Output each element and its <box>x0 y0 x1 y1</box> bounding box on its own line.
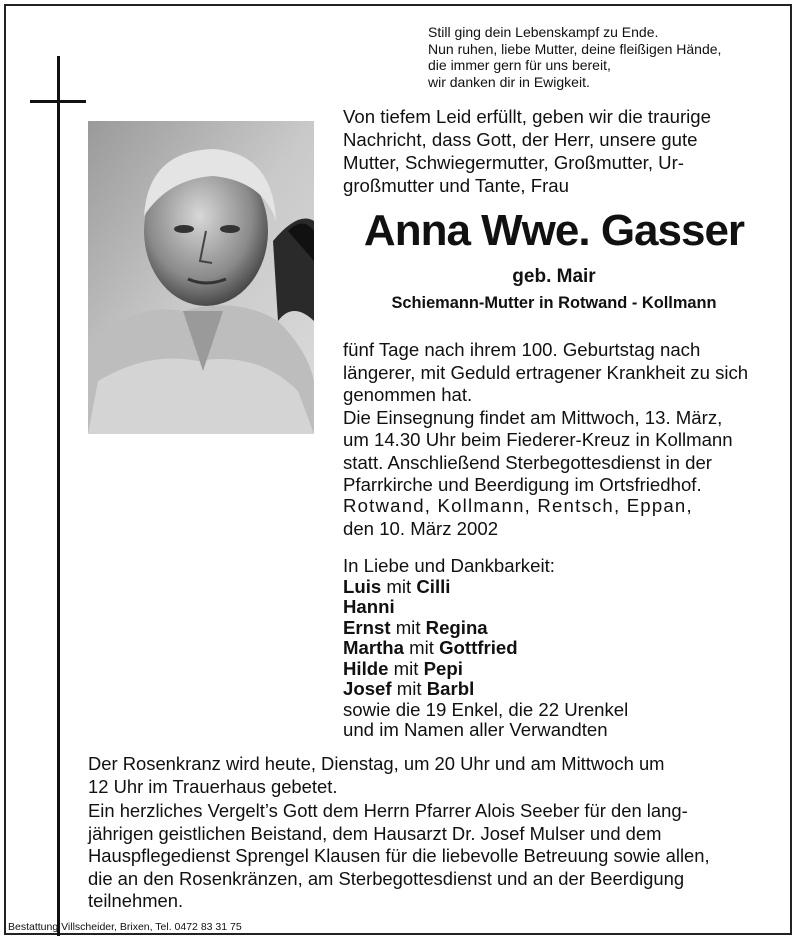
date-line: den 10. März 2002 <box>343 517 499 539</box>
family-member: Hanni <box>343 596 395 617</box>
deceased-name: Anna Wwe. Gasser <box>363 206 745 255</box>
funeral-home-footer: Bestattung Villscheider, Brixen, Tel. 0472 83 31 75 <box>8 921 242 933</box>
poem <box>428 24 788 90</box>
family-more: sowie die 19 Enkel, die 22 Urenkel <box>343 698 629 720</box>
family-member: Josef mit Barbl <box>343 678 475 699</box>
thanks-line: teilnehmen. <box>88 890 184 911</box>
birth-name: geb. Mair <box>512 266 596 287</box>
family-signature <box>343 556 763 741</box>
intro-line: Von tiefem Leid erfüllt, geben wir die traurige <box>343 106 711 127</box>
thanks-text <box>88 800 776 913</box>
text-line: Pfarrkirche und Beerdigung im Ortsfriedhof. <box>343 474 702 495</box>
poem-line: Still ging dein Lebenskampf zu Ende. <box>428 24 659 40</box>
poem-line: wir danken dir in Ewigkeit. <box>428 73 590 90</box>
poem-line: die immer gern für uns bereit, <box>428 57 611 73</box>
family-member: Martha mit Gottfried <box>343 637 518 658</box>
text-line: fünf Tage nach ihrem 100. Geburtstag nach <box>343 339 701 360</box>
thanks-line: Hauspflegedienst Sprengel Klausen für die liebevolle Betreuung sowie allen, <box>88 845 710 866</box>
rosary-text <box>88 753 776 798</box>
intro-line: Mutter, Schwiegermutter, Großmutter, Ur- <box>343 152 684 173</box>
text-line: längerer, mit Geduld ertragener Krankheit zu sich <box>343 361 749 383</box>
thanks-intro: In Liebe und Dankbarkeit: <box>343 555 555 576</box>
family-member: Hilde mit Pepi <box>343 657 463 679</box>
place-and-date <box>343 495 763 540</box>
deceased-role: Schiemann-Mutter in Rotwand - Kollmann <box>391 294 717 312</box>
intro-text <box>343 105 763 197</box>
rosary-line: 12 Uhr im Trauerhaus gebetet. <box>88 775 338 797</box>
family-member: Ernst mit Regina <box>343 616 488 638</box>
cross-bar <box>30 100 86 103</box>
text-line: um 14.30 Uhr beim Fiederer-Kreuz in Kollmann <box>343 429 733 450</box>
death-and-funeral-text <box>343 339 763 497</box>
thanks-line: die an den Rosenkränzen, am Sterbegottesdienst und an der Beerdigung <box>88 867 685 889</box>
portrait-photo <box>88 121 314 434</box>
family-more: und im Namen aller Verwandten <box>343 719 608 740</box>
portrait-image <box>88 121 314 434</box>
place-line: Rotwand, Kollmann, Rentsch, Eppan, <box>343 495 693 516</box>
text-line: statt. Anschließend Sterbegottesdienst in der <box>343 451 712 473</box>
text-line: Die Einsegnung findet am Mittwoch, 13. März, <box>343 406 723 428</box>
cross-icon <box>57 56 60 936</box>
rosary-line: Der Rosenkranz wird heute, Dienstag, um 20 Uhr und am Mittwoch um <box>88 753 665 774</box>
poem-line: Nun ruhen, liebe Mutter, deine fleißigen Hände, <box>428 40 722 57</box>
text-line: genommen hat. <box>343 384 473 405</box>
family-member: Luis mit Cilli <box>343 575 451 597</box>
thanks-line: jährigen geistlichen Beistand, dem Hausarzt Dr. Josef Mulser und dem <box>88 822 662 844</box>
intro-line: großmutter und Tante, Frau <box>343 175 569 196</box>
thanks-line: Ein herzliches Vergelt’s Gott dem Herrn Pfarrer Alois Seeber für den lang- <box>88 800 688 821</box>
intro-line: Nachricht, dass Gott, der Herr, unsere gute <box>343 129 698 150</box>
